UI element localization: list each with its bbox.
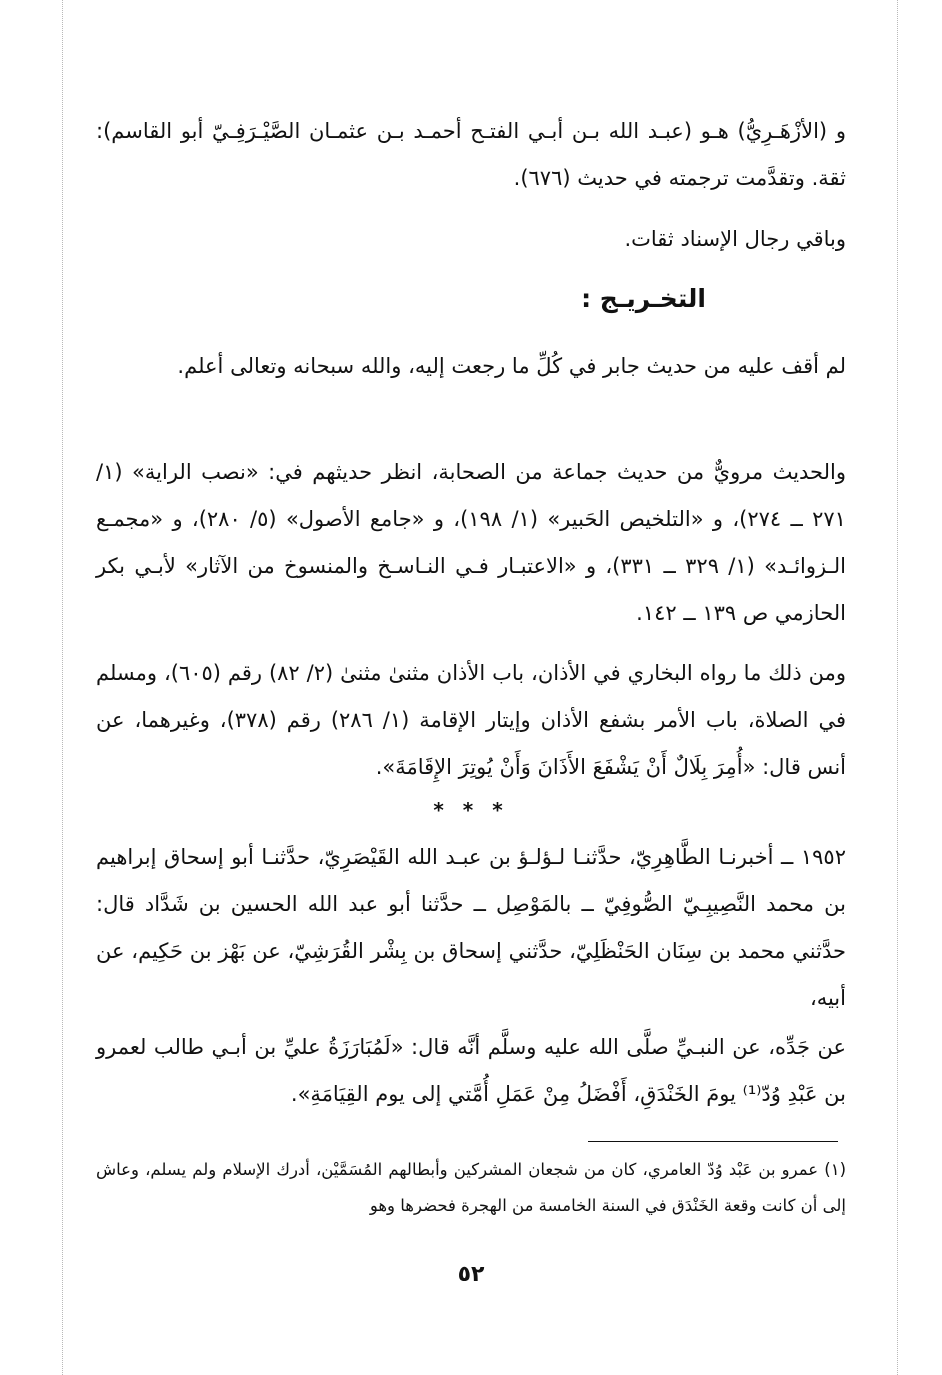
section-heading-takhrij: التخـريـج : <box>581 284 706 313</box>
paragraph-bukhari-muslim: ومن ذلك ما رواه البخاري في الأذان، باب الأذان مثنىٰ مثنىٰ (٢/ ٨٢) رقم (٦٠٥)، ومسلم في الصلاة، باب الأمر بشفع الأذان وإيتار الإقامة (١/ ٢٨٦) رقم (٣٧٨)، وغيرهما، عن أنس قال: «أُمِرَ بِلَالٌ أَنْ يَشْفَعَ الأَذَانَ وَأَنْ يُوتِرَ الإِقَامَةَ». <box>96 661 846 779</box>
page-number: ٥٢ <box>457 1262 485 1287</box>
paragraph-azhari: و (الأزْهَـرِيُّ) هـو (عبـد الله بـن أبـي الفتـح أحمـد بـن عثمـان الصَّيْـرَفِـيّ أبو القاسم): ثقة. وتقدَّمت ترجمته في حديث (٦٧٦). <box>96 119 846 190</box>
paragraph-hadith-sources: والحديث مرويٌّ من حديث جماعة من الصحابة، انظر حديثهم في: «نصب الراية» (١/ ٢٧١ ــ ٢٧٤)، و «التلخيص الحَبير» (١/ ١٩٨)، و «جامع الأصول» (٥/ ٢٨٠)، و «مجمـع الـزوائـد» (١/ ٣٢٩ ــ ٣٣١)، و «الاعتبـار فـي النـاسـخ والمنسوخ من الآثار» لأبـي بكر الحازمي ص ١٣٩ ــ ١٤٢. <box>96 460 846 625</box>
scan-edge-left <box>62 0 63 1375</box>
footnote-1: (١) عمرو بن عَبْد وُدّ العامري، كان من شجعان المشركين وأبطالهم المُسَمَّيْن، أدرك الإسلام ولم يسلم، وعاش إلى أن كانت وقعة الخَنْدَق في السنة الخامسة من الهجرة فحضرها وهو <box>96 1160 846 1215</box>
paragraph-not-found: لم أقف عليه من حديث جابر في كُلِّ ما رجعت إليه، والله سبحانه وتعالى أعلم. <box>177 354 846 378</box>
paragraph-narrators: وباقي رجال الإسناد ثقات. <box>624 227 846 251</box>
footnote-separator <box>588 1141 838 1142</box>
section-divider-stars: * * * <box>433 798 509 822</box>
paragraph-hadith-1952-isnad: ١٩٥٢ ــ أخبرنـا الطَّاهِرِيّ، حدَّثنـا لـؤلـؤ بن عبـد الله القَيْصَرِيّ، حدَّثنـا أبو إسحاق إبراهيم بن محمد النَّصِيبِـيّ الصُّوفِيّ ــ بالمَوْصِل ــ حدَّثنا أبو عبد الله الحسين بن شَدَّاد قال: حدَّثني محمد بن سِنَان الحَنْظَلِيّ، حدَّثني إسحاق بن بِشْر القُرَشِيّ، عن بَهْز بن حَكِيم، عن أبيه، <box>96 845 846 1010</box>
paragraph-hadith-1952-matn: عن جَدِّه، عن النبـيِّ صلَّى الله عليه وسلَّم أنَّه قال: «لَمُبَارَزَةُ عليِّ بن أبـي طالب لعمرو بن عَبْدِ وُدّ⁽¹⁾ يومَ الخَنْدَقِ، أَفْضَلُ مِنْ عَمَلِ أُمَّتي إلى يوم القِيَامَةِ». <box>96 1035 846 1106</box>
scan-edge-right <box>897 0 898 1375</box>
